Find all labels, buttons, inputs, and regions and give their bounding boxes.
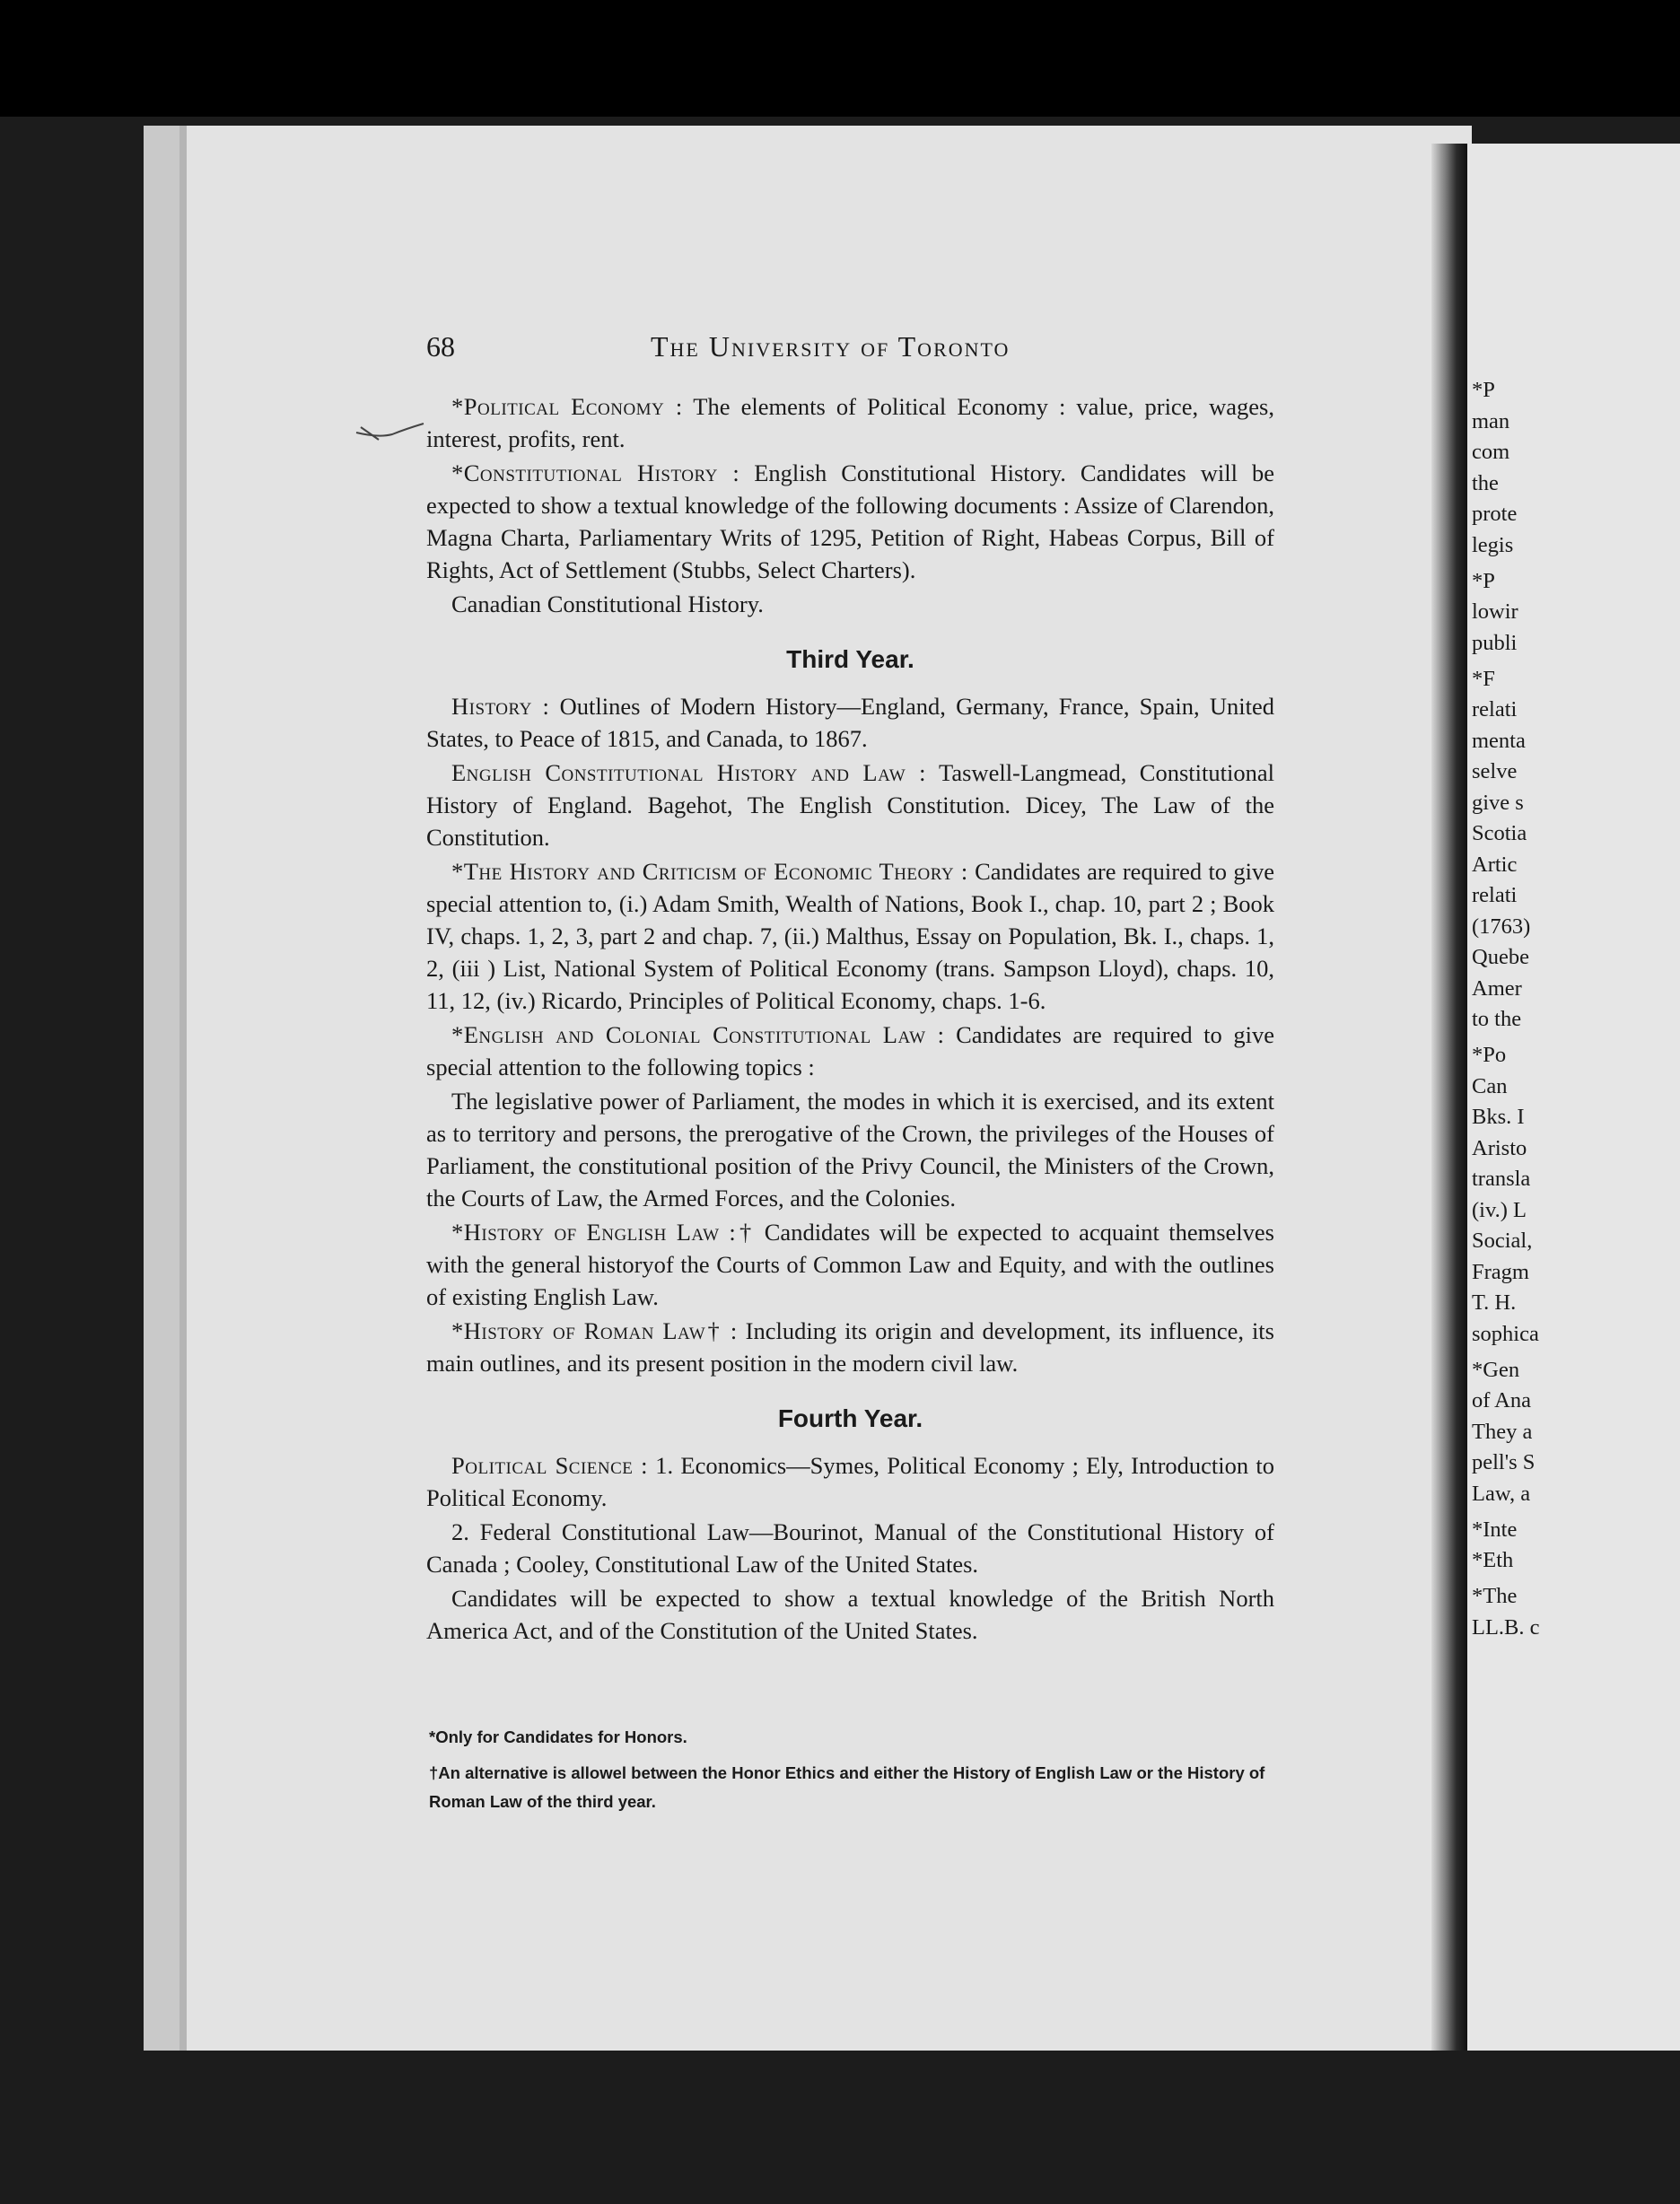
right-page-line: Aristo: [1472, 1135, 1527, 1160]
right-page-line: Artic: [1472, 852, 1518, 877]
right-page-line: prote: [1472, 502, 1518, 526]
right-page-line: of Ana: [1472, 1388, 1531, 1412]
paragraph-text: Canadian Constitutional History.: [451, 590, 764, 617]
right-page-line: relati: [1472, 883, 1518, 907]
pencil-check-mark: [352, 413, 442, 449]
right-page-line: (1763): [1472, 914, 1531, 939]
right-page-line: Social,: [1472, 1229, 1533, 1253]
paragraph-lead: English Constitutional History and Law :: [451, 759, 927, 786]
paragraph-lead: Political Science :: [451, 1452, 649, 1479]
paragraph-text: Outlines of Modern History—England, Germany, France, Spain, United States, to Peace of 1815, and Canada, to 1867.: [426, 693, 1274, 752]
right-page-line: Can: [1472, 1073, 1508, 1098]
right-page-line: Fragm: [1472, 1259, 1529, 1284]
paragraph: [426, 390, 1274, 455]
section-heading: Third Year.: [786, 645, 914, 673]
right-page-line: pell's S: [1472, 1450, 1536, 1474]
paragraph-text: 1. Economics—Symes, Political Economy ; Ely, Introduction to Political Economy.: [426, 1452, 1274, 1511]
paragraph-lead: *The History and Criticism of Economic Theory :: [451, 858, 968, 885]
paragraph: [426, 1582, 1274, 1647]
right-page-line: com: [1472, 440, 1510, 464]
right-page-line: T. H.: [1472, 1290, 1517, 1315]
footnotes: [429, 1723, 1277, 1824]
paragraph: [426, 757, 1274, 853]
section-heading: Fourth Year.: [777, 1404, 923, 1432]
paragraph: [426, 588, 1274, 620]
right-page-line: (iv.) L: [1472, 1197, 1527, 1222]
right-page-line: legis: [1472, 532, 1514, 557]
right-page-line: give s: [1472, 790, 1524, 815]
paragraph-text: The legislative power of Parliament, the modes in which it is exercised, and its extent as to territory and persons, the prerogative of the Crown, the privileges of the Houses of Parliament, the constitutional position of the Privy Council, the Ministers of the Crown, the Courts of Law, the Armed Forces, and the Colonies.: [426, 1088, 1274, 1211]
right-page-line: Quebe: [1472, 945, 1529, 969]
paragraph-text: The elements of Political Economy : value, price, wages, interest, profits, rent.: [426, 393, 1274, 452]
paragraph: [426, 855, 1274, 1017]
paragraph-lead: *Constitutional History :: [451, 459, 740, 486]
right-page-line: selve: [1472, 759, 1518, 783]
right-page-line: *P: [1472, 568, 1495, 593]
paragraph-lead: History :: [451, 693, 550, 720]
right-page-line: *P: [1472, 378, 1495, 402]
right-page-line: relati: [1472, 697, 1518, 722]
right-page-line: *Eth: [1472, 1548, 1514, 1572]
paragraph-lead: *History of Roman Law† :: [451, 1317, 738, 1344]
right-page-line: *Inte: [1472, 1517, 1518, 1542]
right-page-line: the: [1472, 470, 1499, 495]
right-page-line: Law, a: [1472, 1481, 1531, 1506]
right-page-line: lowir: [1472, 599, 1518, 624]
right-page-text: [1472, 375, 1680, 1643]
right-page-line: *F: [1472, 666, 1495, 691]
paragraph-lead: *Political Economy :: [451, 393, 683, 420]
right-page-line: *Po: [1472, 1043, 1507, 1067]
paragraph-text: Candidates are required to give special attention to, (i.) Adam Smith, Wealth of Nations, Book I., chap. 10, part 2 ; Book IV, chaps. 1, 2, 3, part 2 and chap. 7, (ii.) Malthus, Essay on Population, Bk. I., chaps. 1, 2, (iii ) List, National System of Political Economy (trans. Sampson Lloyd), chaps. 10, 11, 12, (iv.) Ricardo, Principles of Political Economy, chaps. 1-6.: [426, 858, 1275, 1014]
right-page-line: publi: [1472, 630, 1518, 655]
right-page-line: *Gen: [1472, 1357, 1520, 1382]
paragraph-text: Including its origin and development, its influence, its main outlines, and its present position in the modern civil law.: [426, 1317, 1274, 1377]
right-page-line: man: [1472, 408, 1510, 433]
paragraph: [426, 457, 1274, 586]
paragraph: [426, 690, 1274, 755]
paragraph: [426, 1085, 1274, 1214]
book-gutter: [1431, 144, 1467, 2051]
footnote-alternative: †An alternative is allowel between the Honor Ethics and either the History of English Law or the History of Roman Law of the third year.: [429, 1763, 1265, 1811]
footnote-honors: *Only for Candidates for Honors.: [429, 1727, 687, 1746]
right-page-line: sophica: [1472, 1321, 1539, 1346]
paragraph: [426, 1216, 1274, 1313]
right-page-line: *The: [1472, 1584, 1518, 1608]
paragraph-text: 2. Federal Constitutional Law—Bourinot, Manual of the Constitutional History of Canada ; Cooley, Constitutional Law of the United States.: [426, 1518, 1274, 1578]
paragraph-text: Candidates are required to give special attention to the following topics :: [426, 1021, 1274, 1080]
paragraph: [426, 1019, 1274, 1083]
paragraph-text: Candidates will be expected to show a textual knowledge of the British North America Act, and of the Constitution of the United States.: [426, 1585, 1274, 1644]
page-body: [426, 390, 1274, 1649]
paragraph-text: English Constitutional History. Candidates will be expected to show a textual knowledge of the following documents : Assize of Clarendon, Magna Charta, Parliamentary Writs of 1295, Petition of Right, Habeas Corpus, Bill of Rights, Act of Settlement (Stubbs, Select Charters).: [426, 459, 1274, 583]
paragraph: [426, 1449, 1274, 1514]
right-page-line: menta: [1472, 728, 1526, 753]
page-number: 68: [426, 330, 455, 363]
running-title: The University of Toronto: [651, 330, 1011, 363]
right-page-line: Bks. I: [1472, 1105, 1525, 1129]
paragraph: [426, 1516, 1274, 1580]
right-page-line: LL.B. c: [1472, 1614, 1540, 1640]
paragraph: [426, 1315, 1274, 1379]
right-page-line: Amer: [1472, 975, 1522, 1001]
paragraph-text: Taswell-Langmead, Constitutional History of England. Bagehot, The English Constitution. Dicey, The Law of the Constitution.: [426, 759, 1274, 851]
right-page-line: transla: [1472, 1167, 1531, 1191]
paragraph-lead: *English and Colonial Constitutional Law :: [451, 1021, 945, 1048]
right-page-line: Scotia: [1472, 821, 1527, 845]
paragraph-text: Candidates will be expected to acquaint themselves with the general historyof the Courts of Common Law and Equity, and with the outlines of existing English Law.: [426, 1219, 1274, 1310]
right-page-line: They a: [1472, 1419, 1533, 1444]
right-page-line: to the: [1472, 1007, 1522, 1031]
paragraph-lead: *History of English Law :†: [451, 1219, 756, 1246]
